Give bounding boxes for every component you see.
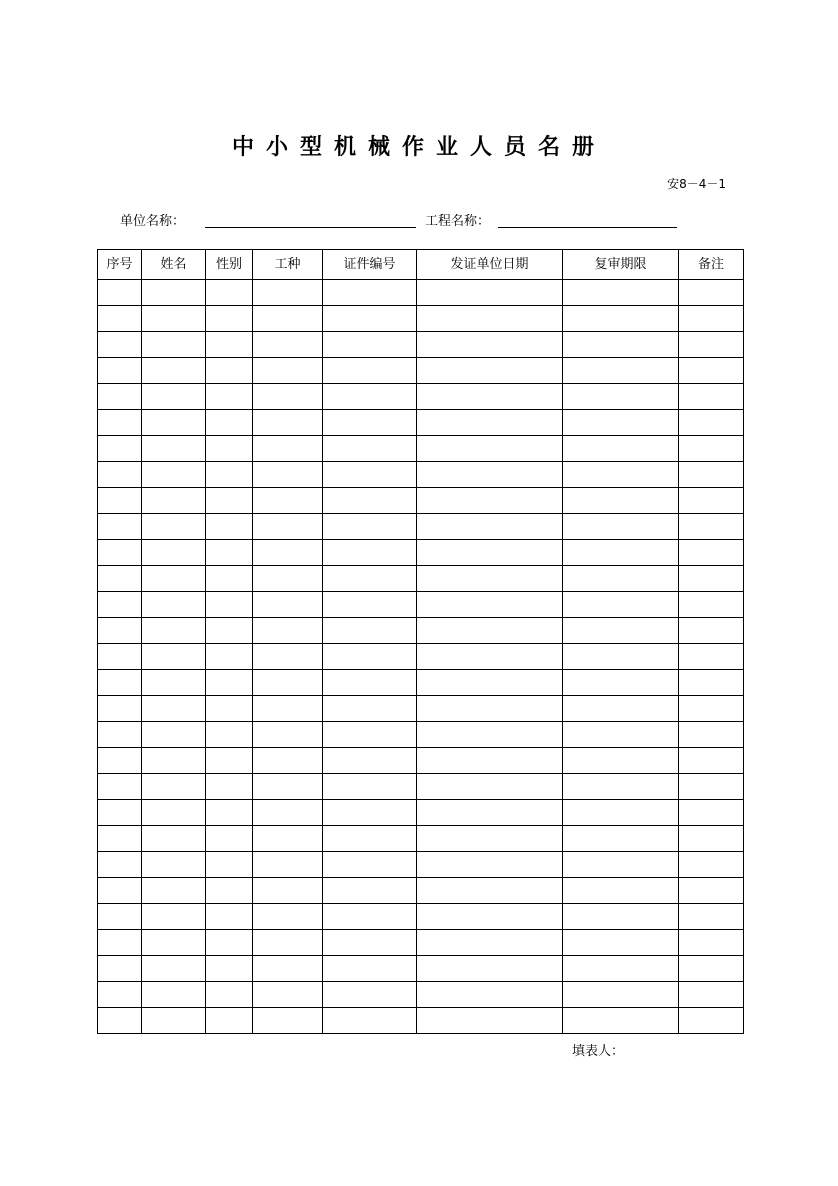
table-cell[interactable] xyxy=(98,358,142,384)
table-cell[interactable] xyxy=(679,592,744,618)
table-cell[interactable] xyxy=(253,540,323,566)
table-cell[interactable] xyxy=(206,514,253,540)
table-cell[interactable] xyxy=(417,592,563,618)
table-cell[interactable] xyxy=(98,696,142,722)
table-cell[interactable] xyxy=(253,332,323,358)
table-cell[interactable] xyxy=(679,280,744,306)
table-cell[interactable] xyxy=(142,878,206,904)
table-cell[interactable] xyxy=(142,904,206,930)
document-title: 中小型机械作业人员名册 xyxy=(231,134,606,160)
table-row xyxy=(98,358,744,384)
table-cell[interactable] xyxy=(98,722,142,748)
table-cell[interactable] xyxy=(98,592,142,618)
table-cell[interactable] xyxy=(253,358,323,384)
table-cell[interactable] xyxy=(142,592,206,618)
table-cell[interactable] xyxy=(206,800,253,826)
table-cell[interactable] xyxy=(206,436,253,462)
table-cell[interactable] xyxy=(323,982,417,1008)
header-gender: 性别 xyxy=(206,250,253,280)
table-cell[interactable] xyxy=(253,410,323,436)
table-cell[interactable] xyxy=(98,306,142,332)
table-cell[interactable] xyxy=(679,826,744,852)
table-cell[interactable] xyxy=(98,462,142,488)
table-cell[interactable] xyxy=(417,956,563,982)
table-cell[interactable] xyxy=(206,618,253,644)
table-cell[interactable] xyxy=(142,748,206,774)
table-cell[interactable] xyxy=(142,332,206,358)
table-cell[interactable] xyxy=(563,644,679,670)
table-cell[interactable] xyxy=(253,748,323,774)
table-cell[interactable] xyxy=(323,306,417,332)
table-cell[interactable] xyxy=(253,722,323,748)
table-cell[interactable] xyxy=(563,982,679,1008)
table-cell[interactable] xyxy=(206,956,253,982)
table-row xyxy=(98,436,744,462)
form-code: 安8－4－1 xyxy=(667,177,726,191)
table-cell[interactable] xyxy=(206,592,253,618)
table-cell[interactable] xyxy=(142,644,206,670)
table-cell[interactable] xyxy=(417,618,563,644)
table-row xyxy=(98,410,744,436)
table-row xyxy=(98,852,744,878)
table-cell[interactable] xyxy=(679,800,744,826)
header-seq: 序号 xyxy=(98,250,142,280)
header-issuer-date: 发证单位日期 xyxy=(417,250,563,280)
table-cell[interactable] xyxy=(679,384,744,410)
table-cell[interactable] xyxy=(98,852,142,878)
table-row xyxy=(98,306,744,332)
table-cell[interactable] xyxy=(323,748,417,774)
table-row xyxy=(98,644,744,670)
table-cell[interactable] xyxy=(206,1008,253,1034)
table-cell[interactable] xyxy=(253,878,323,904)
table-cell[interactable] xyxy=(206,904,253,930)
table-cell[interactable] xyxy=(323,514,417,540)
table-cell[interactable] xyxy=(206,462,253,488)
table-cell[interactable] xyxy=(98,774,142,800)
table-cell[interactable] xyxy=(679,488,744,514)
table-cell[interactable] xyxy=(323,410,417,436)
table-cell[interactable] xyxy=(563,358,679,384)
table-cell[interactable] xyxy=(98,748,142,774)
header-row xyxy=(98,250,744,280)
table-cell[interactable] xyxy=(679,358,744,384)
table-cell[interactable] xyxy=(142,956,206,982)
table-cell[interactable] xyxy=(679,878,744,904)
table-cell[interactable] xyxy=(98,384,142,410)
table-cell[interactable] xyxy=(417,410,563,436)
table-cell[interactable] xyxy=(417,930,563,956)
table-cell[interactable] xyxy=(323,618,417,644)
table-cell[interactable] xyxy=(323,540,417,566)
unit-name-field[interactable] xyxy=(205,227,416,228)
table-cell[interactable] xyxy=(417,436,563,462)
table-cell[interactable] xyxy=(679,930,744,956)
table-cell[interactable] xyxy=(98,956,142,982)
table-cell[interactable] xyxy=(417,878,563,904)
table-cell[interactable] xyxy=(142,1008,206,1034)
table-cell[interactable] xyxy=(323,956,417,982)
table-row xyxy=(98,332,744,358)
table-row xyxy=(98,618,744,644)
table-cell[interactable] xyxy=(98,514,142,540)
table-cell[interactable] xyxy=(323,800,417,826)
table-cell[interactable] xyxy=(323,696,417,722)
table-cell[interactable] xyxy=(323,904,417,930)
table-cell[interactable] xyxy=(206,410,253,436)
table-cell[interactable] xyxy=(142,618,206,644)
table-cell[interactable] xyxy=(142,358,206,384)
table-row xyxy=(98,904,744,930)
table-row xyxy=(98,384,744,410)
table-cell[interactable] xyxy=(679,566,744,592)
table-cell[interactable] xyxy=(253,436,323,462)
table-row xyxy=(98,930,744,956)
project-name-field[interactable] xyxy=(498,227,677,228)
table-cell[interactable] xyxy=(563,592,679,618)
table-cell[interactable] xyxy=(323,670,417,696)
table-cell[interactable] xyxy=(417,306,563,332)
table-cell[interactable] xyxy=(253,618,323,644)
table-cell[interactable] xyxy=(253,696,323,722)
table-cell[interactable] xyxy=(323,332,417,358)
table-cell[interactable] xyxy=(417,332,563,358)
table-cell[interactable] xyxy=(417,826,563,852)
table-cell[interactable] xyxy=(563,332,679,358)
project-name-label: 工程名称： xyxy=(425,214,491,229)
table-cell[interactable] xyxy=(563,748,679,774)
table-cell[interactable] xyxy=(142,462,206,488)
table-cell[interactable] xyxy=(253,800,323,826)
table-cell[interactable] xyxy=(206,748,253,774)
table-row xyxy=(98,722,744,748)
table-row xyxy=(98,462,744,488)
table-cell[interactable] xyxy=(679,774,744,800)
table-cell[interactable] xyxy=(142,930,206,956)
table-cell[interactable] xyxy=(206,332,253,358)
table-cell[interactable] xyxy=(323,488,417,514)
table-cell[interactable] xyxy=(142,488,206,514)
table-cell[interactable] xyxy=(253,566,323,592)
table-cell[interactable] xyxy=(206,852,253,878)
table-cell[interactable] xyxy=(206,566,253,592)
table-cell[interactable] xyxy=(253,774,323,800)
table-cell[interactable] xyxy=(417,1008,563,1034)
table-cell[interactable] xyxy=(253,670,323,696)
table-cell[interactable] xyxy=(563,1008,679,1034)
table-cell[interactable] xyxy=(417,670,563,696)
table-cell[interactable] xyxy=(679,436,744,462)
table-cell[interactable] xyxy=(142,852,206,878)
table-cell[interactable] xyxy=(563,696,679,722)
table-cell[interactable] xyxy=(679,514,744,540)
roster-table xyxy=(97,249,744,1034)
unit-name-label: 单位名称： xyxy=(120,214,186,229)
table-row xyxy=(98,514,744,540)
table-cell[interactable] xyxy=(323,436,417,462)
table-cell[interactable] xyxy=(142,280,206,306)
table-cell[interactable] xyxy=(679,670,744,696)
table-cell[interactable] xyxy=(206,722,253,748)
table-cell[interactable] xyxy=(206,696,253,722)
table-cell[interactable] xyxy=(206,358,253,384)
table-row xyxy=(98,748,744,774)
table-cell[interactable] xyxy=(142,306,206,332)
table-cell[interactable] xyxy=(563,436,679,462)
table-cell[interactable] xyxy=(323,644,417,670)
table-cell[interactable] xyxy=(206,826,253,852)
table-cell[interactable] xyxy=(98,540,142,566)
table-cell[interactable] xyxy=(679,306,744,332)
table-cell[interactable] xyxy=(98,410,142,436)
table-cell[interactable] xyxy=(679,904,744,930)
table-cell[interactable] xyxy=(679,696,744,722)
table-cell[interactable] xyxy=(323,878,417,904)
table-cell[interactable] xyxy=(206,280,253,306)
table-cell[interactable] xyxy=(417,488,563,514)
table-cell[interactable] xyxy=(563,384,679,410)
table-cell[interactable] xyxy=(417,722,563,748)
table-row xyxy=(98,1008,744,1034)
table-cell[interactable] xyxy=(142,800,206,826)
table-cell[interactable] xyxy=(98,878,142,904)
table-cell[interactable] xyxy=(253,280,323,306)
table-cell[interactable] xyxy=(253,826,323,852)
table-row xyxy=(98,982,744,1008)
table-cell[interactable] xyxy=(417,462,563,488)
table-cell[interactable] xyxy=(679,722,744,748)
table-cell[interactable] xyxy=(206,774,253,800)
table-cell[interactable] xyxy=(98,488,142,514)
table-cell[interactable] xyxy=(206,306,253,332)
table-row xyxy=(98,878,744,904)
table-cell[interactable] xyxy=(323,826,417,852)
filler-label: 填表人： xyxy=(572,1044,625,1059)
table-cell[interactable] xyxy=(206,878,253,904)
table-row xyxy=(98,670,744,696)
table-cell[interactable] xyxy=(142,566,206,592)
table-cell[interactable] xyxy=(323,592,417,618)
table-cell[interactable] xyxy=(98,332,142,358)
table-cell[interactable] xyxy=(417,280,563,306)
table-cell[interactable] xyxy=(98,436,142,462)
table-cell[interactable] xyxy=(323,566,417,592)
table-cell[interactable] xyxy=(563,800,679,826)
table-cell[interactable] xyxy=(98,800,142,826)
table-cell[interactable] xyxy=(563,878,679,904)
table-row xyxy=(98,800,744,826)
table-cell[interactable] xyxy=(253,904,323,930)
table-row xyxy=(98,774,744,800)
table-cell[interactable] xyxy=(679,956,744,982)
table-cell[interactable] xyxy=(323,384,417,410)
table-cell[interactable] xyxy=(206,982,253,1008)
table-cell[interactable] xyxy=(323,462,417,488)
table-cell[interactable] xyxy=(98,670,142,696)
table-cell[interactable] xyxy=(417,566,563,592)
table-cell[interactable] xyxy=(417,904,563,930)
roster-body xyxy=(98,280,744,1034)
table-cell[interactable] xyxy=(142,826,206,852)
table-cell[interactable] xyxy=(563,670,679,696)
table-cell[interactable] xyxy=(253,852,323,878)
table-row xyxy=(98,592,744,618)
table-cell[interactable] xyxy=(142,696,206,722)
table-cell[interactable] xyxy=(206,384,253,410)
table-cell[interactable] xyxy=(206,670,253,696)
table-cell[interactable] xyxy=(206,488,253,514)
header-review-period: 复审期限 xyxy=(563,250,679,280)
table-cell[interactable] xyxy=(417,644,563,670)
table-cell[interactable] xyxy=(679,852,744,878)
table-cell[interactable] xyxy=(142,670,206,696)
table-cell[interactable] xyxy=(417,982,563,1008)
table-cell[interactable] xyxy=(563,462,679,488)
table-cell[interactable] xyxy=(142,540,206,566)
table-cell[interactable] xyxy=(142,410,206,436)
table-cell[interactable] xyxy=(253,644,323,670)
table-row xyxy=(98,826,744,852)
table-cell[interactable] xyxy=(679,1008,744,1034)
header-remarks: 备注 xyxy=(679,250,744,280)
table-cell[interactable] xyxy=(563,566,679,592)
table-row xyxy=(98,540,744,566)
table-cell[interactable] xyxy=(563,904,679,930)
table-cell[interactable] xyxy=(679,982,744,1008)
table-cell[interactable] xyxy=(563,930,679,956)
table-cell[interactable] xyxy=(563,956,679,982)
table-cell[interactable] xyxy=(253,592,323,618)
table-cell[interactable] xyxy=(98,280,142,306)
table-cell[interactable] xyxy=(563,410,679,436)
table-cell[interactable] xyxy=(417,696,563,722)
table-cell[interactable] xyxy=(679,410,744,436)
table-cell[interactable] xyxy=(142,722,206,748)
table-cell[interactable] xyxy=(206,540,253,566)
table-cell[interactable] xyxy=(323,280,417,306)
table-cell[interactable] xyxy=(417,514,563,540)
table-cell[interactable] xyxy=(142,384,206,410)
table-cell[interactable] xyxy=(323,1008,417,1034)
table-cell[interactable] xyxy=(253,1008,323,1034)
table-cell[interactable] xyxy=(679,748,744,774)
table-cell[interactable] xyxy=(98,982,142,1008)
table-cell[interactable] xyxy=(563,618,679,644)
table-cell[interactable] xyxy=(417,358,563,384)
table-cell[interactable] xyxy=(253,462,323,488)
table-cell[interactable] xyxy=(679,644,744,670)
table-cell[interactable] xyxy=(98,1008,142,1034)
table-cell[interactable] xyxy=(417,748,563,774)
table-row xyxy=(98,488,744,514)
table-cell[interactable] xyxy=(563,280,679,306)
table-cell[interactable] xyxy=(253,488,323,514)
table-cell[interactable] xyxy=(253,384,323,410)
table-cell[interactable] xyxy=(417,540,563,566)
table-cell[interactable] xyxy=(679,332,744,358)
table-cell[interactable] xyxy=(98,644,142,670)
table-cell[interactable] xyxy=(563,722,679,748)
table-cell[interactable] xyxy=(98,618,142,644)
table-cell[interactable] xyxy=(323,930,417,956)
table-cell[interactable] xyxy=(417,774,563,800)
header-cert-number: 证件编号 xyxy=(323,250,417,280)
table-cell[interactable] xyxy=(206,644,253,670)
table-cell[interactable] xyxy=(679,540,744,566)
table-cell[interactable] xyxy=(253,930,323,956)
table-cell[interactable] xyxy=(563,488,679,514)
table-cell[interactable] xyxy=(142,514,206,540)
table-row xyxy=(98,566,744,592)
table-cell[interactable] xyxy=(98,826,142,852)
table-cell[interactable] xyxy=(323,852,417,878)
table-cell[interactable] xyxy=(417,800,563,826)
table-cell[interactable] xyxy=(142,774,206,800)
table-row xyxy=(98,956,744,982)
table-cell[interactable] xyxy=(323,722,417,748)
table-cell[interactable] xyxy=(253,306,323,332)
table-cell[interactable] xyxy=(563,540,679,566)
table-cell[interactable] xyxy=(563,774,679,800)
table-row xyxy=(98,280,744,306)
table-row xyxy=(98,696,744,722)
table-cell[interactable] xyxy=(323,774,417,800)
header-name: 姓名 xyxy=(142,250,206,280)
table-cell[interactable] xyxy=(98,930,142,956)
table-cell[interactable] xyxy=(563,514,679,540)
table-cell[interactable] xyxy=(563,306,679,332)
table-cell[interactable] xyxy=(253,982,323,1008)
table-cell[interactable] xyxy=(679,618,744,644)
table-cell[interactable] xyxy=(253,956,323,982)
table-cell[interactable] xyxy=(417,852,563,878)
header-trade: 工种 xyxy=(253,250,323,280)
table-cell[interactable] xyxy=(142,982,206,1008)
table-cell[interactable] xyxy=(206,930,253,956)
table-cell[interactable] xyxy=(417,384,563,410)
table-cell[interactable] xyxy=(563,826,679,852)
table-cell[interactable] xyxy=(679,462,744,488)
table-cell[interactable] xyxy=(142,436,206,462)
table-cell[interactable] xyxy=(253,514,323,540)
table-cell[interactable] xyxy=(98,566,142,592)
table-cell[interactable] xyxy=(563,852,679,878)
table-cell[interactable] xyxy=(98,904,142,930)
table-cell[interactable] xyxy=(323,358,417,384)
